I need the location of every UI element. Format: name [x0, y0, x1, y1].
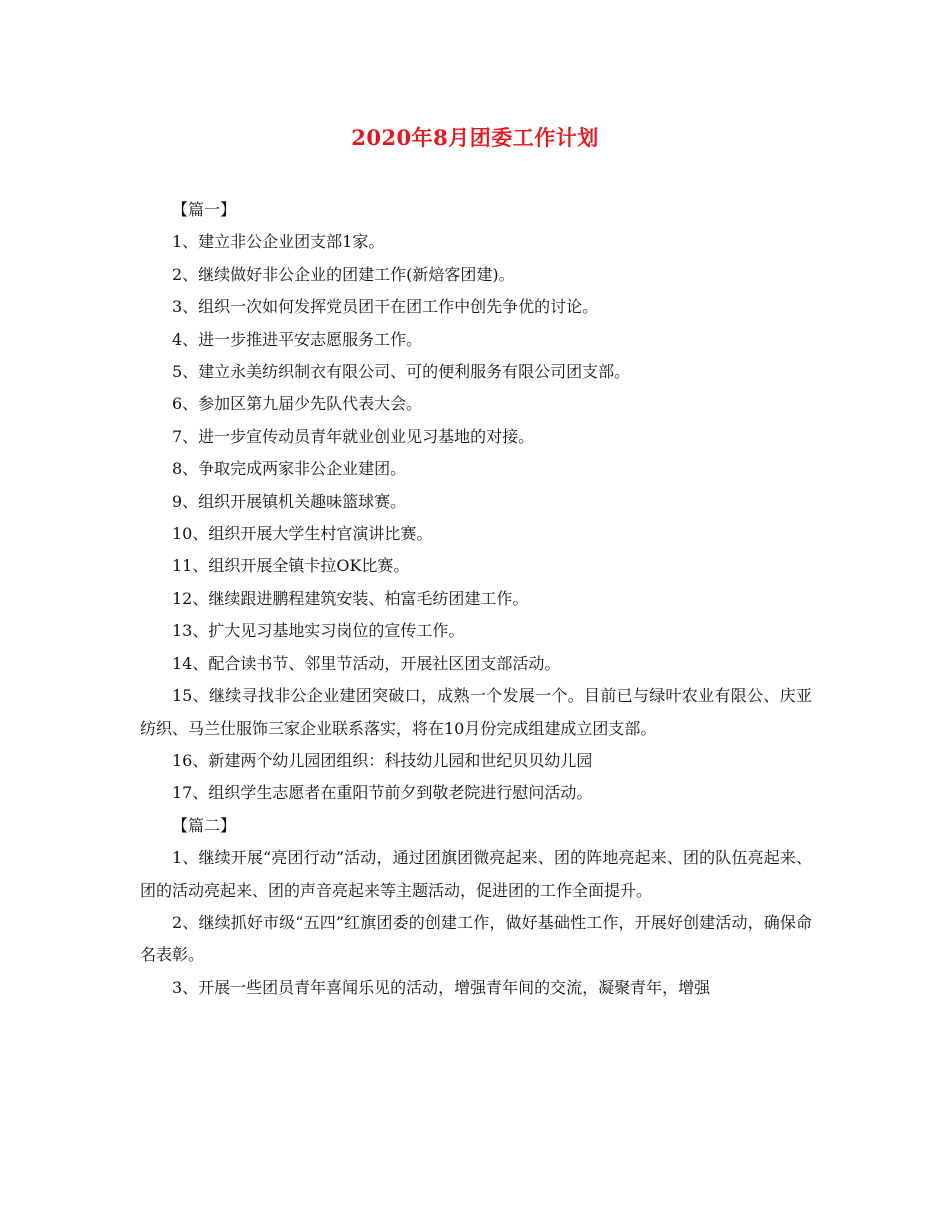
- list-item: 2、继续抓好市级“五四”红旗团委的创建工作，做好基础性工作，开展好创建活动，确保命名表彰。: [140, 912, 812, 965]
- list-item: 3、开展一些团员青年喜闻乐见的活动，增强青年间的交流，凝聚青年，增强: [172, 977, 711, 997]
- list-item: 2、继续做好非公企业的团建工作(新焙客团建)。: [172, 264, 515, 284]
- list-item: 6、参加区第九届少先队代表大会。: [172, 394, 423, 414]
- list-item: 11、组织开展全镇卡拉OK比赛。: [172, 556, 410, 576]
- list-item: 15、继续寻找非公企业建团突破口，成熟一个发展一个。目前已与绿叶农业有限公、庆亚纺织、马兰仕服饰三家企业联系落实，将在10月份完成组建成立团支部。: [140, 686, 812, 738]
- document-title: 2020年8月团委工作计划: [351, 125, 599, 150]
- list-item: 1、继续开展“亮团行动”活动，通过团旗团微亮起来、团的阵地亮起来、团的队伍亮起来、团的活动亮起来、团的声音亮起来等主题活动，促进团的工作全面提升。: [140, 848, 812, 900]
- list-item: 1、建立非公企业团支部1家。: [172, 232, 385, 252]
- list-item: 12、继续跟进鹏程建筑安装、柏富毛纺团建工作。: [172, 588, 529, 608]
- list-item: 5、建立永美纺织制衣有限公司、可的便利服务有限公司团支部。: [172, 362, 631, 382]
- document-body: [140, 194, 812, 1004]
- list-item: 16、新建两个幼儿园团组织：科技幼儿园和世纪贝贝幼儿园: [172, 750, 593, 770]
- list-item: 13、扩大见习基地实习岗位的宣传工作。: [172, 621, 465, 641]
- list-item: 7、进一步宣传动员青年就业创业见习基地的对接。: [172, 426, 535, 446]
- section-heading: 【篇一】: [172, 200, 237, 219]
- list-item: 9、组织开展镇机关趣味篮球赛。: [172, 491, 407, 511]
- list-item: 17、组织学生志愿者在重阳节前夕到敬老院进行慰问活动。: [172, 783, 593, 803]
- list-item: 10、组织开展大学生村官演讲比赛。: [172, 524, 433, 544]
- list-item: 3、组织一次如何发挥党员团干在团工作中创先争优的讨论。: [172, 297, 599, 317]
- list-item: 4、进一步推进平安志愿服务工作。: [172, 329, 423, 349]
- section-heading: 【篇二】: [172, 815, 237, 835]
- list-item: 14、配合读书节、邻里节活动，开展社区团支部活动。: [172, 653, 561, 673]
- list-item: 8、争取完成两家非公企业建团。: [172, 459, 407, 479]
